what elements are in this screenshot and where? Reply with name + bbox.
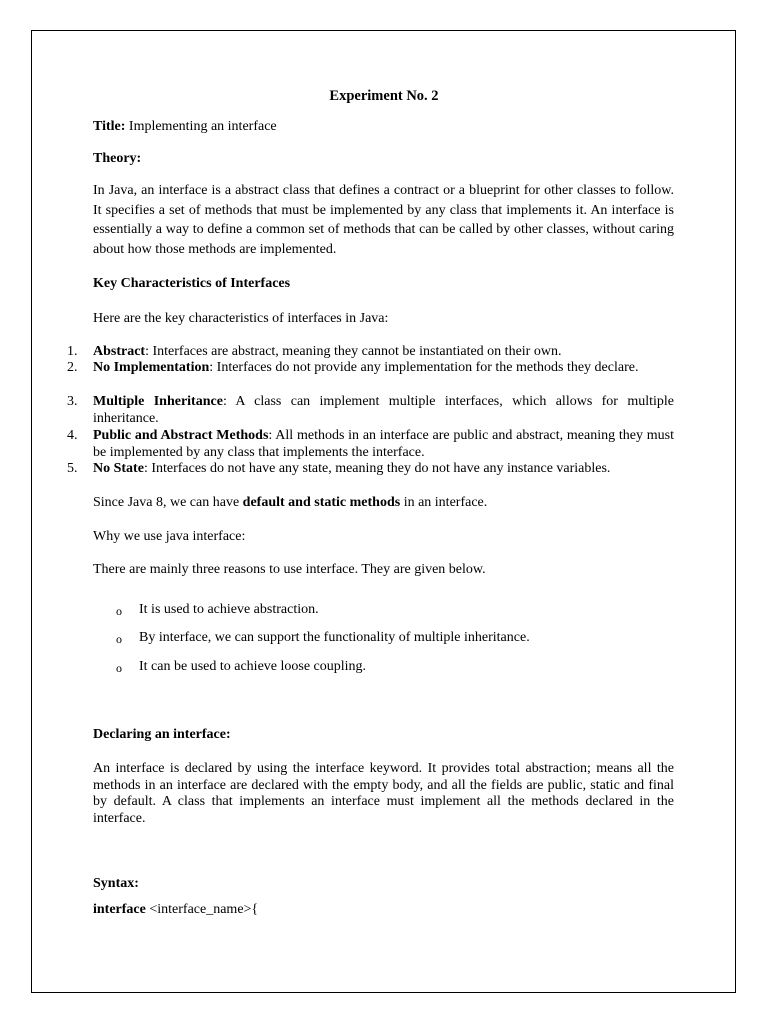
list-item xyxy=(93,344,674,361)
list-item-term: No Implementation xyxy=(93,360,210,375)
list-item xyxy=(93,428,674,461)
list-item-term: Abstract xyxy=(93,344,146,359)
syntax-heading: Syntax: xyxy=(93,876,139,891)
bullet-marker: o xyxy=(116,661,122,675)
list-item: By interface, we can support the functionality of multiple inheritance. xyxy=(139,630,530,645)
list-number: 2. xyxy=(67,360,78,375)
list-item: It can be used to achieve loose coupling. xyxy=(139,659,367,674)
reasons-intro: There are mainly three reasons to use interface. They are given below. xyxy=(93,562,486,577)
list-number: 5. xyxy=(67,461,78,476)
list-item-desc: : Interfaces do not provide any implementation for the methods they declare. xyxy=(209,360,639,375)
java8-before: Since Java 8, we can have xyxy=(93,495,243,510)
list-item xyxy=(93,461,674,478)
list-number: 1. xyxy=(67,344,78,359)
java8-bold: default and static methods xyxy=(242,495,401,510)
java8-note xyxy=(93,495,674,511)
experiment-title: Experiment No. 2 xyxy=(329,88,439,104)
list-item-term: Public and Abstract Methods xyxy=(93,428,269,443)
theory-heading: Theory: xyxy=(93,151,142,166)
declaring-paragraph: An interface is declared by using the interface keyword. It provides total abstraction; means all the methods in an interface are declared with the empty body, and all the fields are public, static and final by default. A class that implements an interface must implement all the methods declared in the interface. xyxy=(93,761,674,826)
list-item-desc: : Interfaces are abstract, meaning they cannot be instantiated on their own. xyxy=(145,344,562,359)
syntax-rest: <interface_name>{ xyxy=(145,902,259,917)
title-line xyxy=(93,119,674,135)
syntax-line xyxy=(93,902,674,918)
why-heading: Why we use java interface: xyxy=(93,529,246,544)
list-item-term: No State xyxy=(93,461,144,476)
list-item-desc: : All methods in an interface are public and abstract, meaning they must be implemented by any class that implements the interface. xyxy=(93,428,674,460)
list-item-desc: : Interfaces do not have any state, meaning they do not have any instance variables. xyxy=(143,461,611,476)
list-number: 4. xyxy=(67,428,78,443)
list-item: It is used to achieve abstraction. xyxy=(139,602,319,617)
syntax-keyword: interface xyxy=(93,902,146,917)
java8-after: in an interface. xyxy=(400,495,488,510)
bullet-marker: o xyxy=(116,604,122,618)
theory-paragraph: In Java, an interface is a abstract class that defines a contract or a blueprint for other classes to follow. It specifies a set of methods that must be implemented by any class that implements it. An interface is essentially a way to define a common set of methods that can be called by other classes, without caring about how those methods are implemented. xyxy=(93,183,674,257)
key-characteristics-intro: Here are the key characteristics of interfaces in Java: xyxy=(93,311,389,326)
page-border xyxy=(31,30,736,993)
declaring-heading: Declaring an interface: xyxy=(93,727,231,742)
title-label: Title: xyxy=(93,119,126,134)
title-text: Implementing an interface xyxy=(125,119,277,134)
list-item xyxy=(93,394,674,427)
list-number: 3. xyxy=(67,394,78,409)
list-item-term: Multiple Inheritance xyxy=(93,394,223,409)
list-item-desc: : A class can implement multiple interfaces, which allows for multiple inheritance. xyxy=(93,394,675,426)
key-characteristics-heading: Key Characteristics of Interfaces xyxy=(93,276,291,291)
list-item xyxy=(93,360,674,377)
bullet-marker: o xyxy=(116,632,122,646)
